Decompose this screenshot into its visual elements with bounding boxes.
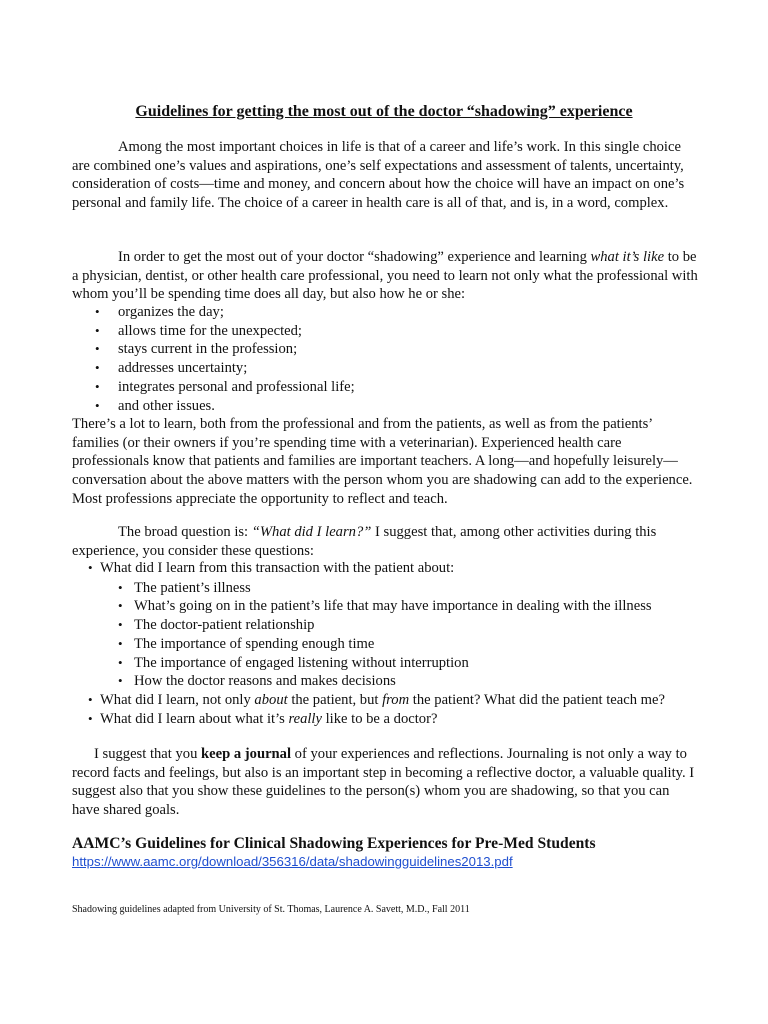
document-title: Guidelines for getting the most out of the doctor “shadowing” experience [135, 103, 633, 120]
question-item [88, 559, 708, 691]
journal-text-1: I suggest that you [94, 746, 202, 762]
intro-paragraph: Among the most important choices in life is that of a career and life’s work. In this single choice are combined one’s values and aspirations, one’s self expectations and assessment of talents, uncertainty, consideration of costs—time and money, and concern about how the choice will have an impact on one’s personal and family life. The choice of a career in health care is all of that, and is, in a word, complex. [72, 139, 685, 212]
list-item: • integrates personal and professional life; [72, 378, 692, 397]
question-text: What did I learn from this transaction with the patient about: [100, 560, 455, 576]
journal-bold: keep a journal [201, 746, 292, 762]
question-italic: really [288, 710, 322, 727]
list-item: • allows time for the unexpected; [72, 322, 692, 341]
broad-question-paragraph [72, 523, 698, 560]
question-text: What did I learn about what it’s [100, 710, 289, 727]
question-subitems [100, 579, 708, 691]
broad-question-text-1: The broad question is: [118, 524, 252, 540]
aamc-heading: AAMC’s Guidelines for Clinical Shadowing Experiences for Pre-Med Students [72, 835, 596, 852]
question-italic: about [254, 691, 288, 708]
footer-note: Shadowing guidelines adapted from University of St. Thomas, Laurence A. Savett, M.D., Fall 2011 [72, 904, 470, 915]
journal-text-2: of your experiences and reflections. Journaling is not only a way to record facts and feelings, but also is an important step in becoming a reflective doctor, a valuable quality. I suggest also that you show these guidelines to the person(s) whom you are shadowing, so that you can have shared goals. [72, 746, 695, 819]
question-text: like to be a doctor? [321, 710, 438, 727]
question-italic: from [382, 691, 410, 708]
question-text: What did I learn, not only [100, 691, 255, 708]
journal-paragraph [72, 745, 698, 820]
shadowing-text-2: to be a physician, dentist, or other health care professional, you need to learn not only what the professional with whom you’ll be spending time does all day, but also how he or she: [72, 249, 698, 303]
aamc-link[interactable]: https://www.aamc.org/download/356316/data/shadowingguidelines2013.pdf [72, 854, 513, 869]
list-item: • The patient’s illness [100, 579, 708, 598]
list-item: • The importance of engaged listening without interruption [100, 654, 708, 673]
question-text: the patient, but [287, 691, 383, 708]
list-item: • and other issues. [72, 397, 692, 416]
list-item: • What’s going on in the patient’s life that may have importance in dealing with the illness [100, 597, 708, 616]
list-item: • How the doctor reasons and makes decisions [100, 672, 708, 691]
shadowing-text-1: In order to get the most out of your doctor “shadowing” experience and learning [118, 249, 591, 265]
question-item [88, 710, 708, 729]
list-item: • stays current in the profession; [72, 340, 692, 359]
shadowing-text-italic: what it’s like [590, 249, 665, 265]
list-item: • addresses uncertainty; [72, 359, 692, 378]
question-item [88, 691, 708, 710]
question-text: the patient? What did the patient teach me? [409, 691, 665, 708]
questions-list [88, 559, 708, 728]
shadowing-paragraph [72, 248, 698, 304]
broad-question-text-2: I suggest that, among other activities during this experience, you consider these questions: [72, 524, 657, 559]
list-item: • The doctor-patient relationship [100, 616, 708, 635]
list-item: • organizes the day; [72, 303, 692, 322]
learning-paragraph: There’s a lot to learn, both from the professional and from the patients, as well as from the patients’ families (or their owners if you’re spending time with a veterinarian). Experienced health care professionals know that patients and families are important teachers. A long—and hopefully leisurely—conversation about the above matters with the person whom you are shadowing can add to the experience. Most professions appreciate the opportunity to reflect and teach. [72, 416, 693, 507]
how-list [72, 303, 692, 415]
broad-question-italic: “What did I learn?” [251, 524, 372, 540]
list-item: • The importance of spending enough time [100, 635, 708, 654]
